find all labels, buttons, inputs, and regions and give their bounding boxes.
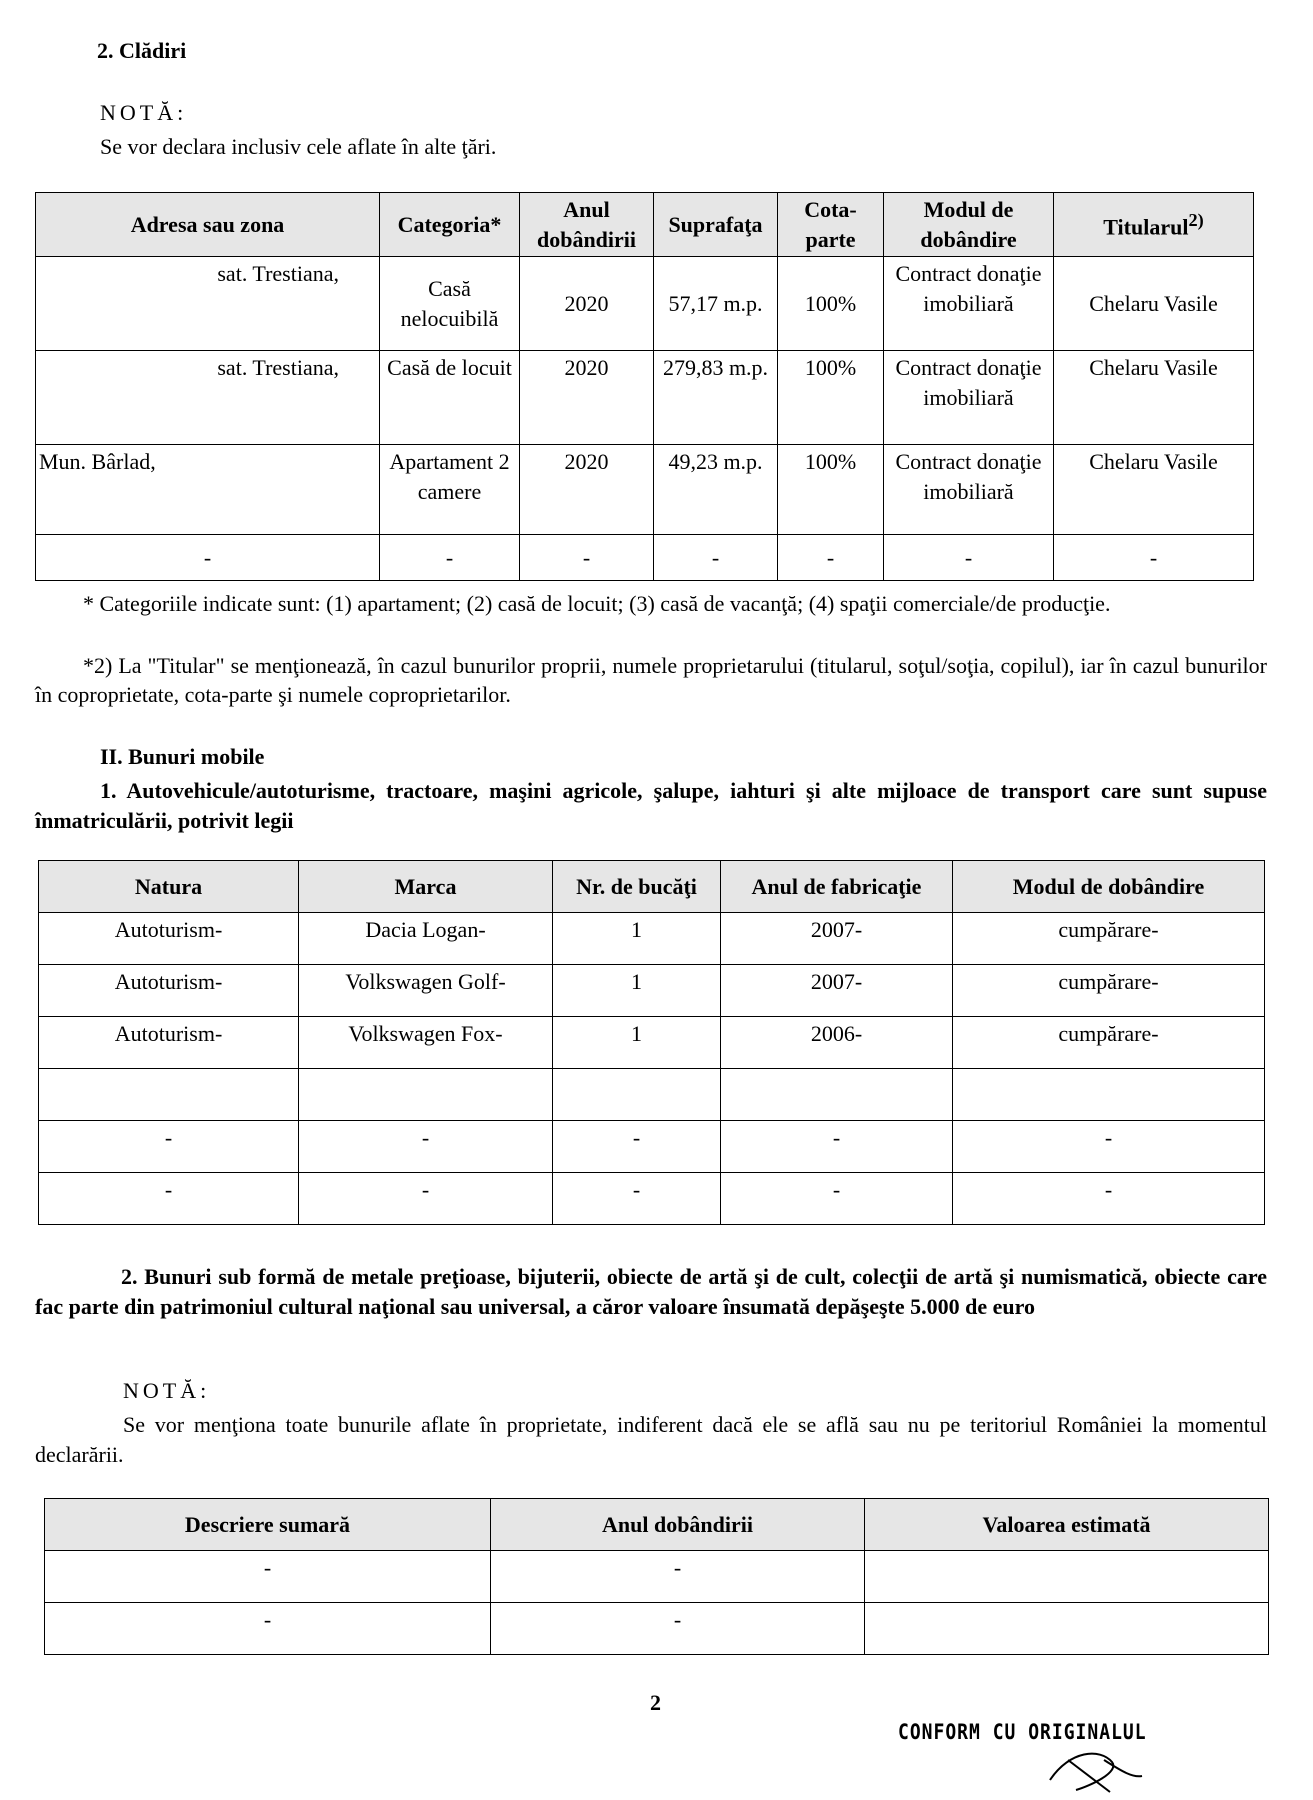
header-valoarea: Valoarea estimată <box>865 1499 1269 1551</box>
signature-icon <box>1040 1740 1150 1798</box>
cell-titular: Chelaru Vasile <box>1054 257 1254 351</box>
cell-modul-dobandire: cumpărare- <box>953 965 1265 1017</box>
cell-anul-fabricatie: 2007- <box>721 913 953 965</box>
section-title-cladiri: 2. Clădiri <box>97 38 187 63</box>
table-row <box>36 257 1254 351</box>
cladiri-header-row <box>36 193 1254 257</box>
cell-natura: - <box>39 1121 299 1173</box>
cell-modul-dobandire: cumpărare- <box>953 913 1265 965</box>
cell-natura <box>39 1069 299 1121</box>
cell-marca: Dacia Logan- <box>299 913 553 965</box>
cell-suprafata: 49,23 m.p. <box>654 445 778 535</box>
table-row <box>36 535 1254 581</box>
cell-anul: 2020 <box>520 351 654 445</box>
cell-anul-fabricatie: - <box>721 1121 953 1173</box>
cell-modul: Contract donaţie imobiliară <box>884 351 1054 445</box>
header-nr-bucati: Nr. de bucăţi <box>553 861 721 913</box>
cell-modul: Contract donaţie imobiliară <box>884 445 1054 535</box>
cell-valoarea <box>865 1551 1269 1603</box>
header-titular-label: Titularul <box>1103 214 1189 239</box>
cell-anul: - <box>520 535 654 581</box>
cell-cota: 100% <box>778 445 884 535</box>
nota-label-bunuri: NOTĂ: <box>123 1378 211 1403</box>
bunuri-header-row <box>45 1499 1269 1551</box>
cell-anul-dobandirii: - <box>491 1603 865 1655</box>
cell-suprafata: - <box>654 535 778 581</box>
header-natura: Natura <box>39 861 299 913</box>
cell-nr-bucati: 1 <box>553 965 721 1017</box>
cladiri-table <box>35 192 1254 581</box>
cell-modul-dobandire: cumpărare- <box>953 1017 1265 1069</box>
cell-titular: - <box>1054 535 1254 581</box>
cell-anul-fabricatie: 2006- <box>721 1017 953 1069</box>
table-row <box>39 913 1265 965</box>
cell-categoria: Casă nelocuibilă <box>380 257 520 351</box>
header-cota: Cota-parte <box>778 193 884 257</box>
cell-anul-fabricatie: - <box>721 1173 953 1225</box>
cell-nr-bucati: - <box>553 1173 721 1225</box>
vehicles-table <box>38 860 1265 1225</box>
header-marca: Marca <box>299 861 553 913</box>
header-modul: Modul de dobândire <box>884 193 1054 257</box>
cell-natura: Autoturism- <box>39 1017 299 1069</box>
table-row <box>39 1121 1265 1173</box>
table-row <box>45 1551 1269 1603</box>
cell-suprafata: 279,83 m.p. <box>654 351 778 445</box>
cell-descriere: - <box>45 1603 491 1655</box>
cell-modul: - <box>884 535 1054 581</box>
cell-modul-dobandire: - <box>953 1121 1265 1173</box>
bunuri-table <box>44 1498 1269 1655</box>
cell-cota: - <box>778 535 884 581</box>
header-anul-dobandirii: Anul dobândirii <box>491 1499 865 1551</box>
header-anul: Anul dobândirii <box>520 193 654 257</box>
cell-anul-fabricatie <box>721 1069 953 1121</box>
header-titular <box>1054 193 1254 257</box>
table-row <box>36 445 1254 535</box>
header-suprafata: Suprafaţa <box>654 193 778 257</box>
table-row <box>39 965 1265 1017</box>
cell-modul-dobandire: - <box>953 1173 1265 1225</box>
nota-text-bunuri: Se vor menţiona toate bunurile aflate în proprietate, indiferent dacă ele se află sau nu pe teritoriul României la momentul declarării. <box>35 1412 1267 1467</box>
cell-adresa: Mun. Bârlad, <box>36 445 380 535</box>
table-row <box>45 1603 1269 1655</box>
cell-anul-fabricatie: 2007- <box>721 965 953 1017</box>
cell-cota: 100% <box>778 351 884 445</box>
note-titular: *2) La "Titular" se menţionează, în cazul bunurilor proprii, numele proprietarului (titularul, soţul/soţia, copilul), iar în cazul bunurilor în coproprietate, cota-parte şi numele coproprietarilor. <box>35 653 1267 707</box>
cell-natura: Autoturism- <box>39 965 299 1017</box>
header-anul-fabricatie: Anul de fabricaţie <box>721 861 953 913</box>
note-categorii: * Categoriile indicate sunt: (1) apartament; (2) casă de locuit; (3) casă de vacanţă; (4) spaţii comerciale/de producţie. <box>83 591 1111 616</box>
cell-anul-dobandirii: - <box>491 1551 865 1603</box>
header-descriere: Descriere sumară <box>45 1499 491 1551</box>
section-subtitle-vehicule: 1. Autovehicule/autoturisme, tractoare, maşini agricole, şalupe, iahturi şi alte mijloace de transport care sunt supuse înmatriculării, potrivit legii <box>35 778 1267 833</box>
page-number: 2 <box>650 1690 661 1715</box>
table-row <box>39 1069 1265 1121</box>
cell-cota: 100% <box>778 257 884 351</box>
cell-adresa: sat. Trestiana, <box>36 351 380 445</box>
cell-modul-dobandire <box>953 1069 1265 1121</box>
cell-titular: Chelaru Vasile <box>1054 445 1254 535</box>
cell-natura: - <box>39 1173 299 1225</box>
cell-modul: Contract donaţie imobiliară <box>884 257 1054 351</box>
cell-nr-bucati <box>553 1069 721 1121</box>
cell-natura: Autoturism- <box>39 913 299 965</box>
cell-valoarea <box>865 1603 1269 1655</box>
cell-titular: Chelaru Vasile <box>1054 351 1254 445</box>
cell-descriere: - <box>45 1551 491 1603</box>
cell-suprafata: 57,17 m.p. <box>654 257 778 351</box>
header-modul-dobandire: Modul de dobândire <box>953 861 1265 913</box>
table-row <box>39 1017 1265 1069</box>
table-row <box>36 351 1254 445</box>
header-categoria: Categoria* <box>380 193 520 257</box>
cell-categoria: Casă de locuit <box>380 351 520 445</box>
header-adresa: Adresa sau zona <box>36 193 380 257</box>
header-titular-sup: 2) <box>1188 209 1204 230</box>
cell-anul: 2020 <box>520 445 654 535</box>
cell-adresa: - <box>36 535 380 581</box>
cell-nr-bucati: 1 <box>553 913 721 965</box>
cell-marca: Volkswagen Golf- <box>299 965 553 1017</box>
cell-nr-bucati: 1 <box>553 1017 721 1069</box>
cell-marca: - <box>299 1173 553 1225</box>
cell-marca: Volkswagen Fox- <box>299 1017 553 1069</box>
nota-text: Se vor declara inclusiv cele aflate în alte ţări. <box>100 134 497 159</box>
cell-nr-bucati: - <box>553 1121 721 1173</box>
section-title-mobile: II. Bunuri mobile <box>100 744 265 769</box>
cell-marca <box>299 1069 553 1121</box>
conform-stamp: CONFORM CU ORIGINALUL <box>898 1719 1147 1746</box>
table-row <box>39 1173 1265 1225</box>
section-title-bunuri: 2. Bunuri sub formă de metale preţioase, bijuterii, obiecte de artă şi de cult, colecţii de artă şi numismatică, obiecte care fac parte din patrimoniul cultural naţional sau universal, a căror valoare însumată depăşeşte 5.000 de euro <box>35 1264 1267 1319</box>
cell-categoria: - <box>380 535 520 581</box>
nota-label: NOTĂ: <box>100 100 188 125</box>
cell-marca: - <box>299 1121 553 1173</box>
vehicles-header-row <box>39 861 1265 913</box>
cell-anul: 2020 <box>520 257 654 351</box>
cell-adresa: sat. Trestiana, <box>36 257 380 351</box>
cell-categoria: Apartament 2 camere <box>380 445 520 535</box>
